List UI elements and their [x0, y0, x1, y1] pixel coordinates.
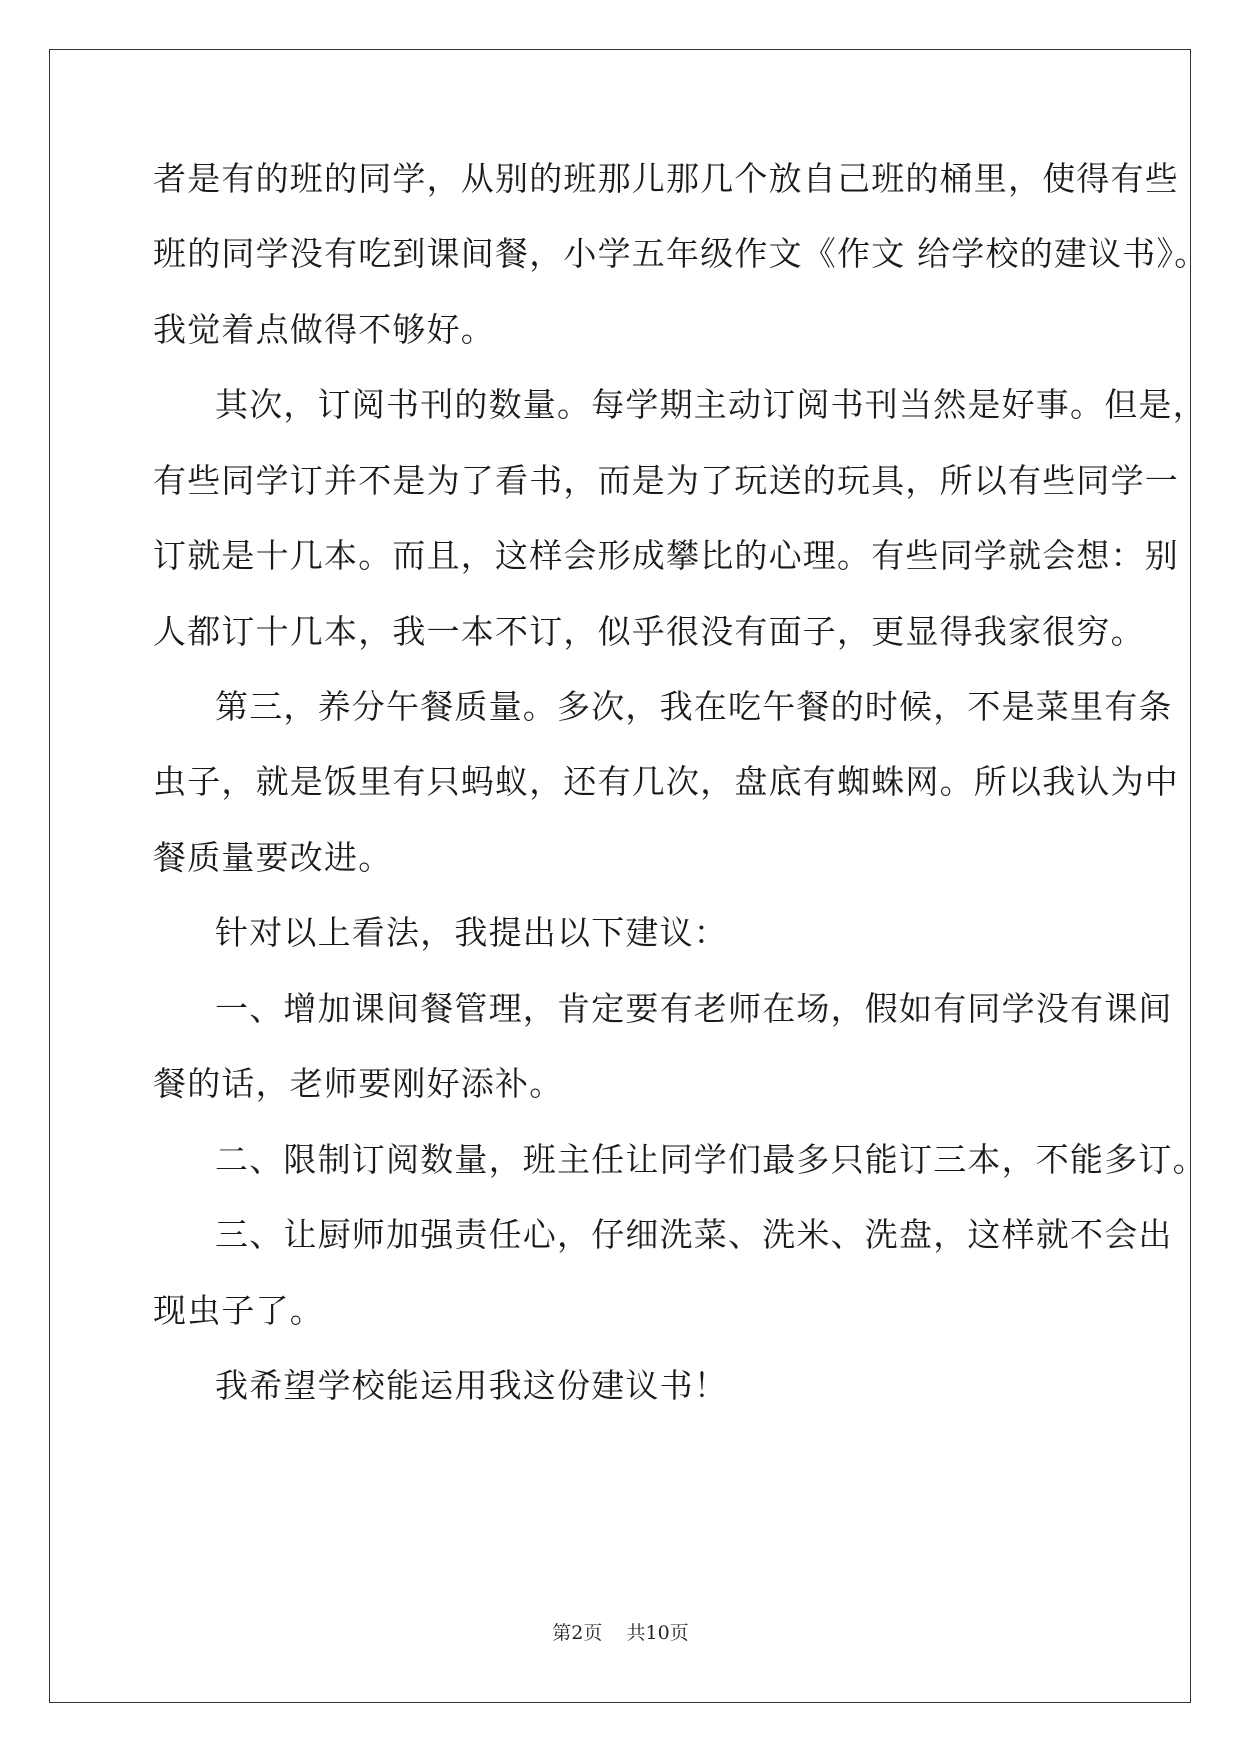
- text-line: 有些同学订并不是为了看书，而是为了玩送的玩具，所以有些同学一: [153, 461, 1179, 500]
- text-line: 现虫子了。: [153, 1291, 324, 1330]
- paragraph-first-line: 针对以上看法，我提出以下建议：: [215, 913, 728, 952]
- text-line: 餐质量要改进。: [153, 838, 393, 877]
- text-line: 者是有的班的同学，从别的班那儿那几个放自己班的桶里，使得有些: [153, 159, 1179, 198]
- text-line: 虫子，就是饭里有只蚂蚁，还有几次，盘底有蜘蛛网。所以我认为中: [153, 762, 1179, 801]
- paragraph-first-line: 二、限制订阅数量，班主任让同学们最多只能订三本，不能多订。: [215, 1140, 1207, 1179]
- text-line: 我觉着点做得不够好。: [153, 310, 495, 349]
- text-line: 人都订十几本，我一本不订，似乎很没有面子，更显得我家很穷。: [153, 612, 1145, 651]
- paragraph-first-line: 一、增加课间餐管理，肯定要有老师在场，假如有同学没有课间: [215, 989, 1173, 1028]
- page-footer: [0, 1618, 1241, 1645]
- paragraph-first-line: 我希望学校能运用我这份建议书！: [215, 1366, 728, 1405]
- text-line: 订就是十几本。而且，这样会形成攀比的心理。有些同学就会想：别: [153, 536, 1179, 575]
- paragraph-first-line: 其次，订阅书刊的数量。每学期主动订阅书刊当然是好事。但是，: [215, 385, 1207, 424]
- paragraph-first-line: 三、让厨师加强责任心，仔细洗菜、洗米、洗盘，这样就不会出: [215, 1215, 1173, 1254]
- text-line: 餐的话，老师要刚好添补。: [153, 1064, 564, 1103]
- page-total: 共10页: [626, 1622, 689, 1644]
- page-number: 第2页: [552, 1622, 603, 1644]
- paragraph-first-line: 第三，养分午餐质量。多次，我在吃午餐的时候，不是菜里有条: [215, 687, 1173, 726]
- text-line: 班的同学没有吃到课间餐，小学五年级作文《作文 给学校的建议书》。: [153, 234, 1209, 273]
